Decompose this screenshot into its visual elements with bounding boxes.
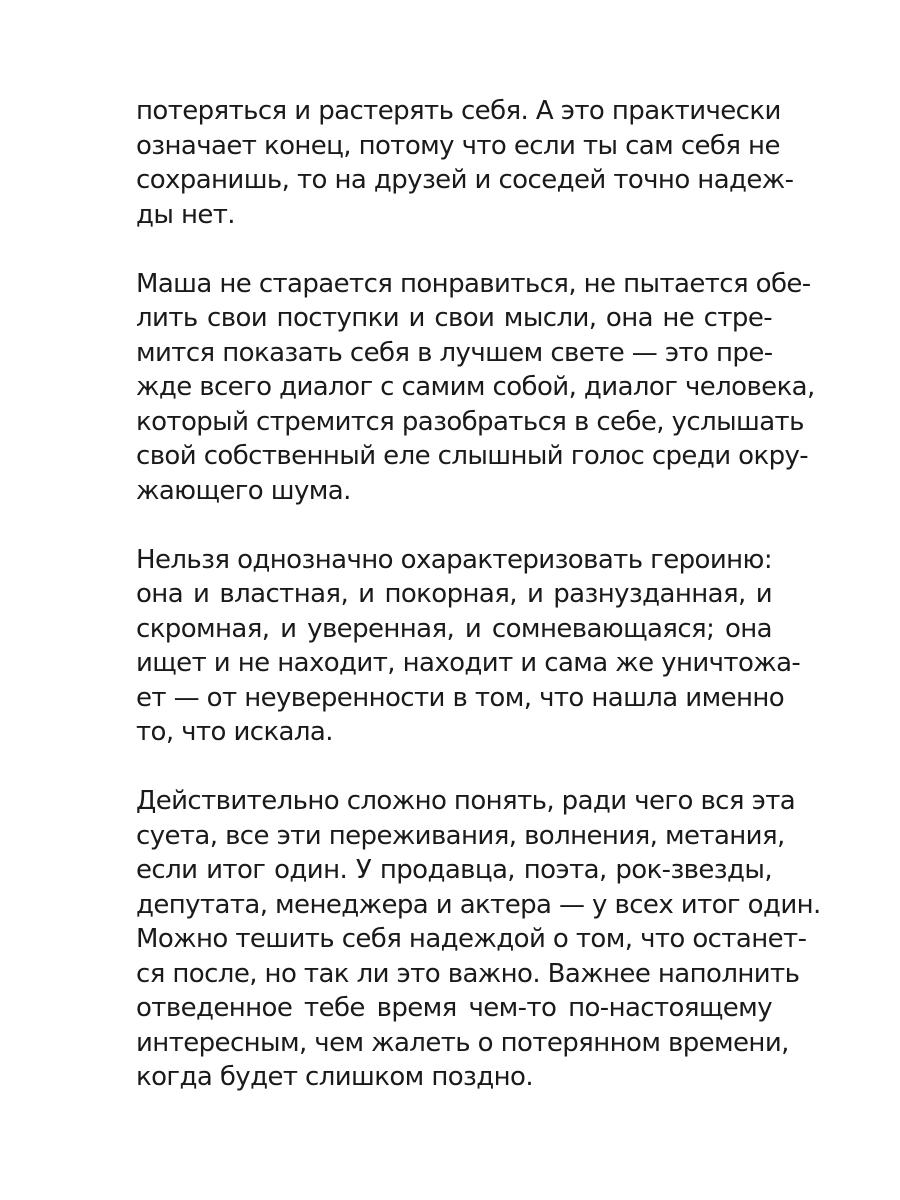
- text-line: она и властная, и покорная, и разнузданная, и: [136, 579, 772, 609]
- text-line: Нельзя однозначно охарактеризовать героиню:: [136, 544, 772, 575]
- text-line: суета, все эти переживания, волнения, метания,: [136, 820, 785, 851]
- document-page: [136, 94, 821, 1095]
- text-line: лить свои поступки и свои мысли, она не стре-: [136, 303, 772, 333]
- text-line: который стремится разобраться в себе, услышать: [136, 406, 804, 437]
- text-line: отведенное тебе время чем-то по-настоящему: [136, 993, 772, 1023]
- paragraph-4: [136, 784, 821, 1095]
- paragraph-1: [136, 94, 794, 232]
- text-line: Можно тешить себя надеждой о том, что останет-: [136, 924, 807, 954]
- paragraph-gap: [136, 508, 772, 543]
- text-line: мится показать себя в лучшем свете — это пре-: [136, 337, 773, 368]
- text-line: Действительно сложно понять, ради чего вся эта: [136, 786, 796, 816]
- paragraph-gap: [136, 232, 772, 267]
- text-line: ищет и не находит, находит и сама же уничтожа-: [136, 648, 801, 678]
- text-line: скромная, и уверенная, и сомневающаяся; она: [136, 613, 772, 644]
- text-line: потеряться и растерять себя. А это практически: [136, 96, 781, 126]
- text-line: когда будет слишком поздно.: [136, 1062, 534, 1092]
- text-line: то, что искала.: [136, 717, 333, 747]
- text-line: интересным, чем жалеть о потерянном времени,: [136, 1027, 789, 1058]
- paragraph-2: [136, 267, 815, 509]
- paragraph-3: [136, 543, 801, 750]
- paragraph-gap: [136, 750, 772, 785]
- text-line: ды нет.: [136, 199, 235, 230]
- text-line: если итог один. У продавца, поэта, рок-звезды,: [136, 855, 772, 885]
- text-line: сохранишь, то на друзей и соседей точно надеж-: [136, 165, 794, 195]
- text-line: означает конец, потому что если ты сам себя не: [136, 130, 780, 161]
- text-line: ет — от неуверенности в том, что нашла именно: [136, 682, 785, 713]
- text-line: Маша не старается понравиться, не пытается обе-: [136, 268, 811, 299]
- text-line: ся после, но так ли это важно. Важнее наполнить: [136, 958, 800, 989]
- text-line: свой собственный еле слышный голос среди окру-: [136, 441, 809, 471]
- text-line: депутата, менеджера и актера — у всех итог один.: [136, 889, 821, 920]
- text-line: жающего шума.: [136, 475, 351, 506]
- text-line: жде всего диалог с самим собой, диалог человека,: [136, 372, 815, 402]
